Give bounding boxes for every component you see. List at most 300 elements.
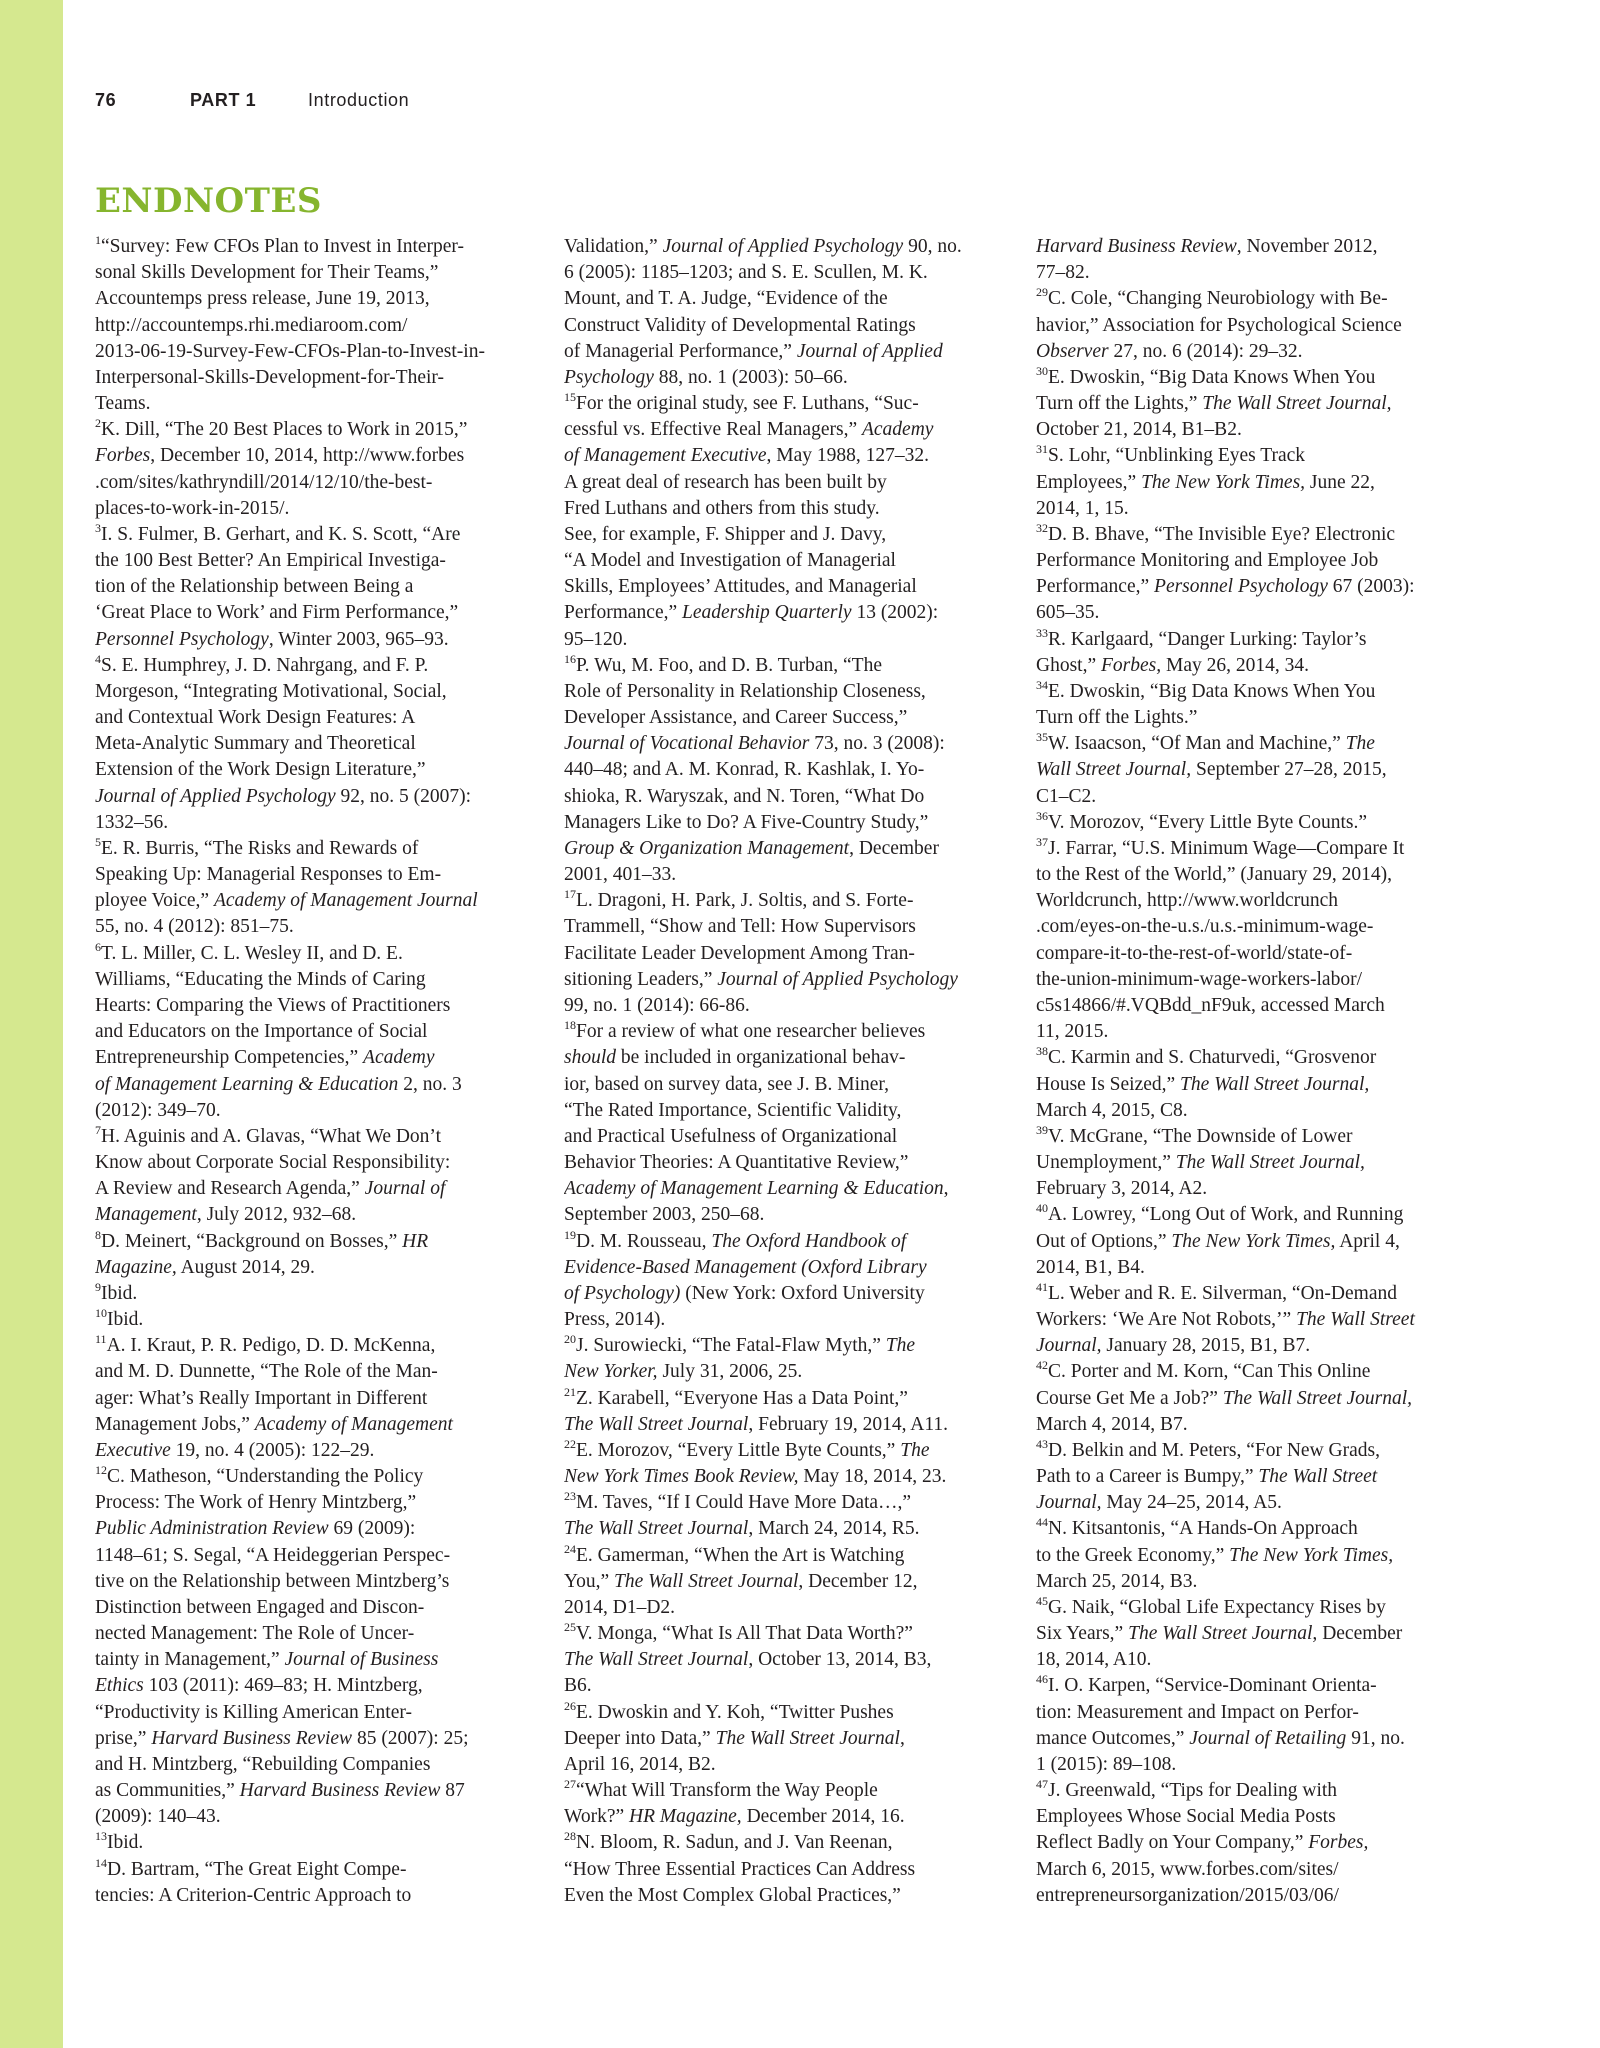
italic-title: should bbox=[564, 1047, 617, 1069]
endnote-line: nected Management: The Role of Uncer- bbox=[95, 1623, 415, 1645]
italic-title: The bbox=[1345, 733, 1375, 755]
italic-title: Forbes, bbox=[1101, 654, 1162, 676]
italic-title: Harvard Business Review bbox=[151, 1727, 353, 1749]
endnote-line bbox=[564, 1255, 996, 1281]
endnote-line: 6 (2005): 1185–1203; and S. E. Scullen, M. K. bbox=[564, 262, 928, 284]
italic-title: of Management Executive bbox=[564, 445, 767, 467]
endnote-line: Ethics 103 (2011): 469–83; H. Mintzberg, bbox=[95, 1675, 423, 1697]
italic-title: Journal of Vocational Behavior bbox=[564, 733, 810, 755]
endnote-line: and Educators on the Importance of Social bbox=[95, 1021, 428, 1043]
endnote-line: $^6$T. L. Miller, C. L. Wesley II, and D. E. bbox=[95, 940, 403, 964]
side-color-bar bbox=[0, 0, 63, 2048]
endnote-line: March 4, 2015, C8. bbox=[1036, 1099, 1188, 1121]
endnote-line: $^1$“Survey: Few CFOs Plan to Invest in Interper- bbox=[95, 234, 465, 257]
italic-title: New Yorker, bbox=[564, 1361, 658, 1383]
endnote-line: $^{12}$C. Matheson, “Understanding the Policy bbox=[95, 1464, 424, 1488]
endnote-line: March 25, 2014, B3. bbox=[1036, 1570, 1198, 1592]
endnote-line: $^{16}$P. Wu, M. Foo, and D. B. Turban, “The bbox=[564, 652, 883, 676]
endnote-line: Performance,” Leadership Quarterly 13 (2002): bbox=[564, 602, 939, 624]
endnote-line: $^{35}$W. Isaacson, “Of Man and Machine,” The bbox=[1036, 731, 1375, 755]
note-number: 34 bbox=[1036, 678, 1048, 692]
endnote-line: $^{44}$N. Kitsantonis, “A Hands-On Approach bbox=[1036, 1516, 1358, 1540]
endnote-line: Ghost,” Forbes, May 26, 2014, 34. bbox=[1036, 654, 1309, 676]
endnote-line: Know about Corporate Social Responsibility: bbox=[95, 1152, 451, 1174]
part-label: PART 1 bbox=[190, 90, 257, 110]
endnote-line: $^{30}$E. Dwoskin, “Big Data Knows When You bbox=[1036, 364, 1376, 388]
endnote-line: $^{13}$Ibid. bbox=[95, 1830, 144, 1854]
italic-title: Academy of Management bbox=[254, 1413, 453, 1435]
endnote-line: tainty in Management,” Journal of Business bbox=[95, 1649, 439, 1671]
note-number: 20 bbox=[564, 1333, 576, 1347]
endnote-line: Wall Street Journal, September 27–28, 2015, bbox=[1036, 759, 1387, 781]
endnote-line: Validation,” Journal of Applied Psychology 90, no. bbox=[564, 236, 962, 257]
endnote-line: tive on the Relationship between Mintzberg’s bbox=[95, 1570, 450, 1592]
endnote-line: $^5$E. R. Burris, “The Risks and Rewards of bbox=[95, 835, 419, 859]
endnote-line: $^3$I. S. Fulmer, B. Gerhart, and K. S. Scott, “Are bbox=[95, 521, 461, 545]
italic-title: Ethics bbox=[95, 1675, 144, 1697]
italic-title: The Oxford Handbook of bbox=[711, 1230, 907, 1252]
endnote-line: should be included in organizational behav- bbox=[564, 1047, 906, 1069]
note-number: 38 bbox=[1036, 1045, 1048, 1059]
endnote-line: havior,” Association for Psychological Science bbox=[1036, 314, 1402, 336]
endnote-line: $^{40}$A. Lowrey, “Long Out of Work, and Running bbox=[1036, 1202, 1404, 1226]
note-number: 7 bbox=[95, 1123, 101, 1137]
endnote-line: ior, based on survey data, see J. B. Miner, bbox=[564, 1073, 889, 1095]
endnotes-heading: ENDNOTES bbox=[95, 181, 322, 221]
endnote-line: Distinction between Engaged and Discon- bbox=[95, 1596, 425, 1618]
endnote-line: .com/sites/kathryndill/2014/12/10/the-best- bbox=[95, 471, 433, 493]
endnote-line: $^{15}$For the original study, see F. Luthans, “Suc- bbox=[564, 391, 919, 415]
note-number: 45 bbox=[1036, 1594, 1048, 1608]
endnote-line: Harvard Business Review, November 2012, bbox=[1036, 236, 1378, 257]
endnote-line: See, for example, F. Shipper and J. Davy, bbox=[564, 523, 887, 545]
italic-title: The Wall Street Journal bbox=[715, 1727, 900, 1749]
endnote-line: 2014, B1, B4. bbox=[1036, 1256, 1145, 1278]
endnote-line: Speaking Up: Managerial Responses to Em- bbox=[95, 864, 442, 886]
endnote-line: Course Get Me a Job?” The Wall Street Journal, bbox=[1036, 1387, 1413, 1409]
endnote-line: 2013-06-19-Survey-Few-CFOs-Plan-to-Invest-in- bbox=[95, 340, 485, 362]
endnote-line: c5s14866/#.VQBdd_nF9uk, accessed March bbox=[1036, 994, 1385, 1016]
italic-title: Wall Street Journal, bbox=[1036, 759, 1192, 781]
endnote-line: Journal of Vocational Behavior 73, no. 3 (2008): bbox=[564, 733, 945, 755]
note-number: 9 bbox=[95, 1280, 101, 1294]
endnote-line: $^{25}$V. Monga, “What Is All That Data Worth?” bbox=[564, 1621, 913, 1645]
endnote-line: Hearts: Comparing the Views of Practitioners bbox=[95, 994, 451, 1016]
endnote-line: to the Rest of the World,” (January 29, 2014), bbox=[1036, 864, 1393, 886]
endnote-line: 1148–61; S. Segal, “A Heideggerian Perspec- bbox=[95, 1544, 451, 1566]
endnote-line: sonal Skills Development for Their Teams,” bbox=[95, 262, 439, 284]
note-number: 46 bbox=[1036, 1673, 1048, 1687]
endnote-line: $^{29}$C. Cole, “Changing Neurobiology with Be- bbox=[1036, 286, 1388, 310]
endnote-line: Interpersonal-Skills-Development-for-Their- bbox=[95, 366, 445, 388]
endnote-line: compare-it-to-the-rest-of-world/state-of- bbox=[1036, 942, 1353, 964]
endnote-line: of Psychology) (New York: Oxford University bbox=[564, 1282, 925, 1304]
endnote-line: 18, 2014, A10. bbox=[1036, 1649, 1152, 1671]
note-number: 2 bbox=[95, 417, 101, 431]
endnote-line: (2009): 140–43. bbox=[95, 1806, 221, 1828]
endnote-line: Press, 2014). bbox=[564, 1309, 666, 1331]
endnote-line: Observer 27, no. 6 (2014): 29–32. bbox=[1036, 340, 1303, 362]
endnote-line: 55, no. 4 (2012): 851–75. bbox=[95, 916, 294, 938]
endnote-line: as Communities,” Harvard Business Review 87 bbox=[95, 1780, 465, 1802]
endnote-line: $^{39}$V. McGrane, “The Downside of Lower bbox=[1036, 1123, 1353, 1147]
endnote-line: $^4$S. E. Humphrey, J. D. Nahrgang, and F. P. bbox=[95, 652, 429, 676]
endnote-line: 11, 2015. bbox=[1036, 1021, 1109, 1043]
endnote-line: Academy of Management Learning & Education, bbox=[564, 1178, 949, 1200]
endnote-line: $^{27}$“What Will Transform the Way People bbox=[564, 1778, 878, 1802]
endnote-line: October 21, 2014, B1–B2. bbox=[1036, 419, 1242, 441]
note-number: 23 bbox=[564, 1490, 576, 1504]
endnote-line: Public Administration Review 69 (2009): bbox=[95, 1518, 416, 1540]
endnote-line: Entrepreneurship Competencies,” Academy bbox=[95, 1047, 435, 1069]
endnote-line: Process: The Work of Henry Mintzberg,” bbox=[95, 1492, 417, 1514]
note-number: 10 bbox=[95, 1307, 107, 1321]
endnote-line: Performance Monitoring and Employee Job bbox=[1036, 550, 1379, 572]
note-number: 36 bbox=[1036, 809, 1048, 823]
italic-title: Journal of Applied bbox=[796, 340, 943, 362]
endnotes-column-1 bbox=[95, 234, 520, 1909]
endnote-line: Path to a Career is Bumpy,” The Wall Street bbox=[1036, 1466, 1378, 1488]
italic-title: Journal, bbox=[1036, 1492, 1102, 1514]
italic-title: Journal of Applied Psychology bbox=[717, 968, 958, 990]
note-number: 18 bbox=[564, 1019, 576, 1033]
italic-title: Forbes, bbox=[1308, 1832, 1369, 1854]
note-number: 33 bbox=[1036, 626, 1048, 640]
note-number: 41 bbox=[1036, 1280, 1048, 1294]
italic-title: Psychology bbox=[564, 366, 654, 388]
endnote-line: Management, July 2012, 932–68. bbox=[95, 1204, 357, 1226]
endnote-line: Employees,” The New York Times, June 22, bbox=[1036, 471, 1375, 493]
endnote-line: $^{23}$M. Taves, “If I Could Have More Data…,” bbox=[564, 1490, 912, 1514]
endnote-line: The Wall Street Journal, February 19, 2014, A11. bbox=[564, 1413, 949, 1435]
note-number: 25 bbox=[564, 1621, 576, 1635]
italic-title: Academy bbox=[363, 1047, 435, 1069]
note-number: 27 bbox=[564, 1778, 576, 1792]
note-number: 44 bbox=[1036, 1516, 1048, 1530]
endnote-line: shioka, R. Waryszak, and N. Toren, “What Do bbox=[564, 785, 925, 807]
italic-title: The Wall Street Journal bbox=[564, 1413, 749, 1435]
italic-title: Observer bbox=[1036, 340, 1109, 362]
endnote-line: Employees Whose Social Media Posts bbox=[1036, 1806, 1336, 1828]
note-number: 40 bbox=[1036, 1202, 1048, 1216]
italic-title: Management bbox=[95, 1204, 197, 1226]
endnote-line: the-union-minimum-wage-workers-labor/ bbox=[1036, 968, 1362, 990]
endnote-line: Even the Most Complex Global Practices,” bbox=[564, 1884, 901, 1906]
endnote-line: $^{28}$N. Bloom, R. Sadun, and J. Van Reenan, bbox=[564, 1830, 893, 1854]
italic-title: of Management Learning & Education bbox=[95, 1073, 399, 1095]
endnote-line: Managers Like to Do? A Five-Country Study,” bbox=[564, 811, 929, 833]
note-number: 17 bbox=[564, 888, 576, 902]
endnote-line: 605–35. bbox=[1036, 602, 1100, 624]
endnote-line: House Is Seized,” The Wall Street Journal, bbox=[1036, 1073, 1370, 1095]
note-number: 43 bbox=[1036, 1437, 1048, 1451]
endnote-line: “Productivity is Killing American Enter- bbox=[95, 1701, 412, 1723]
note-number: 28 bbox=[564, 1830, 576, 1844]
endnote-line: 1332–56. bbox=[95, 811, 169, 833]
endnote-line: 1 (2015): 89–108. bbox=[1036, 1753, 1177, 1775]
endnote-line: “A Model and Investigation of Managerial bbox=[564, 550, 896, 572]
endnote-line: of Managerial Performance,” Journal of Applied bbox=[564, 340, 943, 362]
endnote-line: $^2$K. Dill, “The 20 Best Places to Work in 2015,” bbox=[95, 417, 468, 441]
endnote-line: $^9$Ibid. bbox=[95, 1280, 138, 1304]
italic-title: The New York Times, bbox=[1141, 471, 1306, 493]
endnote-line: Reflect Badly on Your Company,” Forbes, bbox=[1036, 1832, 1369, 1854]
italic-title: The Wall Street Journal bbox=[564, 1518, 749, 1540]
endnote-line: “How Three Essential Practices Can Address bbox=[564, 1858, 916, 1880]
endnote-line: $^{24}$E. Gamerman, “When the Art is Watching bbox=[564, 1542, 905, 1566]
endnote-line: $^{11}$A. I. Kraut, P. R. Pedigo, D. D. McKenna, bbox=[95, 1333, 436, 1357]
note-number: 15 bbox=[564, 391, 576, 405]
italic-title: Academy of Management Journal bbox=[213, 890, 478, 912]
italic-title: Executive bbox=[95, 1439, 171, 1461]
endnote-line: March 4, 2014, B7. bbox=[1036, 1413, 1188, 1435]
endnote-line: February 3, 2014, A2. bbox=[1036, 1178, 1208, 1200]
endnote-line: ployee Voice,” Academy of Management Journal bbox=[95, 890, 478, 912]
endnote-line: places-to-work-in-2015/. bbox=[95, 497, 290, 519]
chapter-title: Introduction bbox=[308, 90, 410, 110]
note-number: 21 bbox=[564, 1385, 576, 1399]
endnote-line: A great deal of research has been built by bbox=[564, 471, 887, 493]
endnote-line: (2012): 349–70. bbox=[95, 1099, 221, 1121]
note-number: 35 bbox=[1036, 731, 1048, 745]
note-number: 24 bbox=[564, 1542, 576, 1556]
endnote-line: $^{38}$C. Karmin and S. Chaturvedi, “Grosvenor bbox=[1036, 1045, 1377, 1069]
endnote-line: $^{43}$D. Belkin and M. Peters, “For New Grads, bbox=[1036, 1437, 1380, 1461]
endnote-line: Extension of the Work Design Literature,” bbox=[95, 759, 426, 781]
endnote-line: 2014, D1–D2. bbox=[564, 1596, 676, 1618]
endnote-line: New York Times Book Review, May 18, 2014, 23. bbox=[564, 1466, 947, 1488]
endnote-line: 95–120. bbox=[564, 628, 628, 650]
endnote-line: and Practical Usefulness of Organizational bbox=[564, 1125, 898, 1147]
note-number: 3 bbox=[95, 521, 101, 535]
note-number: 30 bbox=[1036, 364, 1048, 378]
italic-title: The Wall Street Journal bbox=[614, 1570, 799, 1592]
italic-title: Personnel Psychology bbox=[95, 628, 269, 650]
italic-title: Personnel Psychology bbox=[1154, 576, 1328, 598]
endnote-line: Group & Organization Management, December bbox=[564, 837, 939, 859]
endnote-line: You,” The Wall Street Journal, December 12, bbox=[564, 1570, 918, 1592]
note-number: 12 bbox=[95, 1464, 107, 1478]
endnote-line: Worldcrunch, http://www.worldcrunch bbox=[1036, 890, 1339, 912]
italic-title: Magazine, bbox=[95, 1256, 177, 1278]
endnote-line: Work?” HR Magazine, December 2014, 16. bbox=[564, 1806, 905, 1828]
endnote-line: Journal, May 24–25, 2014, A5. bbox=[1036, 1492, 1282, 1514]
endnote-line: Meta-Analytic Summary and Theoretical bbox=[95, 733, 416, 755]
endnote-line: of Management Learning & Education 2, no. 3 bbox=[95, 1073, 462, 1095]
endnote-line: March 6, 2015, www.forbes.com/sites/ bbox=[1036, 1858, 1339, 1880]
italic-title: Journal of bbox=[364, 1178, 446, 1200]
italic-title: of Psychology) bbox=[564, 1282, 681, 1304]
endnote-line: Six Years,” The Wall Street Journal, December bbox=[1036, 1623, 1403, 1645]
italic-title: The bbox=[885, 1335, 916, 1357]
endnote-line: Turn off the Lights,” The Wall Street Journal, bbox=[1036, 393, 1392, 415]
endnote-line: and Contextual Work Design Features: A bbox=[95, 707, 416, 729]
italic-title: Journal of Applied Psychology bbox=[95, 785, 336, 807]
note-number: 8 bbox=[95, 1228, 101, 1242]
endnote-line: $^{32}$D. B. Bhave, “The Invisible Eye? Electronic bbox=[1036, 521, 1396, 545]
endnote-line: Accountemps press release, June 19, 2013, bbox=[95, 288, 430, 310]
endnote-line: to the Greek Economy,” The New York Times, bbox=[1036, 1544, 1394, 1566]
endnote-line: $^8$D. Meinert, “Background on Bosses,” HR bbox=[95, 1228, 429, 1252]
note-number: 32 bbox=[1036, 521, 1048, 535]
endnote-line: 99, no. 1 (2014): 66-86. bbox=[564, 994, 750, 1016]
italic-title: Group & Organization Management bbox=[564, 837, 850, 859]
endnote-line: cessful vs. Effective Real Managers,” Academy bbox=[564, 419, 934, 441]
endnote-line: Forbes, December 10, 2014, http://www.forbes bbox=[95, 445, 465, 467]
endnote-line: C1–C2. bbox=[1036, 785, 1097, 807]
endnote-line: $^{14}$D. Bartram, “The Great Eight Compe- bbox=[95, 1856, 407, 1880]
italic-title: Forbes bbox=[95, 445, 151, 467]
endnote-line: Magazine, August 2014, 29. bbox=[95, 1256, 315, 1278]
endnote-line: 2014, 1, 15. bbox=[1036, 497, 1129, 519]
note-number: 29 bbox=[1036, 286, 1048, 300]
endnote-line: Role of Personality in Relationship Closeness, bbox=[564, 680, 926, 702]
endnote-line: entrepreneursorganization/2015/03/06/ bbox=[1036, 1884, 1339, 1906]
endnote-line: $^{42}$C. Porter and M. Korn, “Can This Online bbox=[1036, 1359, 1371, 1383]
note-number: 37 bbox=[1036, 835, 1048, 849]
endnote-line: $^{46}$I. O. Karpen, “Service-Dominant Orienta- bbox=[1036, 1673, 1377, 1697]
endnote-line: Executive 19, no. 4 (2005): 122–29. bbox=[95, 1439, 375, 1461]
endnote-line: $^{19}$D. M. Rousseau, The Oxford Handbook of bbox=[564, 1228, 907, 1252]
italic-title: The Wall Street bbox=[1296, 1309, 1415, 1331]
note-number: 39 bbox=[1036, 1123, 1048, 1137]
endnote-line: .com/eyes-on-the-u.s./u.s.-minimum-wage- bbox=[1036, 916, 1374, 938]
note-number: 22 bbox=[564, 1437, 576, 1451]
italic-title: The New York Times, bbox=[1171, 1230, 1336, 1252]
italic-title: Harvard Business Review bbox=[1036, 236, 1237, 257]
endnote-line: of Management Executive, May 1988, 127–32. bbox=[564, 445, 929, 467]
endnote-line: Developer Assistance, and Career Success,” bbox=[564, 707, 908, 729]
endnote-line: Management Jobs,” Academy of Management bbox=[95, 1413, 453, 1435]
endnote-line: http://accountemps.rhi.mediaroom.com/ bbox=[95, 314, 408, 336]
italic-title: The Wall Street Journal, bbox=[1128, 1623, 1318, 1645]
note-number: 6 bbox=[95, 940, 101, 954]
endnote-line: 440–48; and A. M. Konrad, R. Kashlak, I. Yo- bbox=[564, 759, 925, 781]
endnote-line: Morgeson, “Integrating Motivational, Social, bbox=[95, 680, 447, 702]
endnote-line: $^{26}$E. Dwoskin and Y. Koh, “Twitter Pushes bbox=[564, 1699, 894, 1723]
endnote-line: Journal, January 28, 2015, B1, B7. bbox=[1036, 1335, 1311, 1357]
note-number: 1 bbox=[95, 234, 101, 247]
italic-title: Leadership Quarterly bbox=[682, 602, 852, 624]
note-number: 42 bbox=[1036, 1359, 1048, 1373]
endnote-line: $^{34}$E. Dwoskin, “Big Data Knows When You bbox=[1036, 678, 1376, 702]
running-head bbox=[95, 90, 409, 114]
italic-title: New York Times Book Review, bbox=[564, 1466, 799, 1488]
endnote-line: Construct Validity of Developmental Ratings bbox=[564, 314, 916, 336]
note-number: 16 bbox=[564, 652, 576, 666]
endnote-line: $^{20}$J. Surowiecki, “The Fatal-Flaw Myth,” The bbox=[564, 1333, 916, 1357]
endnote-line: Trammell, “Show and Tell: How Supervisors bbox=[564, 916, 916, 938]
endnote-line: $^{18}$For a review of what one researcher believes bbox=[564, 1019, 926, 1043]
note-number: 4 bbox=[95, 652, 101, 666]
endnote-line: $^{10}$Ibid. bbox=[95, 1307, 144, 1331]
italic-title: Journal of Applied Psychology bbox=[662, 236, 904, 257]
note-number: 47 bbox=[1036, 1778, 1048, 1792]
endnote-line: New Yorker, July 31, 2006, 25. bbox=[564, 1361, 803, 1383]
endnotes-column-3 bbox=[1036, 234, 1466, 1909]
italic-title: The Wall Street Journal bbox=[564, 1649, 749, 1671]
italic-title: Journal of Business bbox=[284, 1649, 439, 1671]
endnote-line: $^{22}$E. Morozov, “Every Little Byte Counts,” The bbox=[564, 1437, 930, 1461]
endnote-line: $^{45}$G. Naik, “Global Life Expectancy Rises by bbox=[1036, 1594, 1386, 1618]
italic-title: The Wall Street Journal, bbox=[1175, 1152, 1365, 1174]
endnotes-column-2 bbox=[564, 234, 996, 1909]
endnote-line: Facilitate Leader Development Among Tran- bbox=[564, 942, 915, 964]
italic-title: The Wall Street Journal, bbox=[1202, 393, 1392, 415]
endnote-line: Turn off the Lights.” bbox=[1036, 707, 1198, 729]
italic-title: Academy of Management Learning & Education bbox=[564, 1178, 944, 1200]
endnote-line: Journal of Applied Psychology 92, no. 5 (2007): bbox=[95, 785, 472, 807]
endnote-line: B6. bbox=[564, 1675, 592, 1697]
endnote-line: April 16, 2014, B2. bbox=[564, 1753, 716, 1775]
endnote-line: $^{37}$J. Farrar, “U.S. Minimum Wage—Compare It bbox=[1036, 835, 1405, 859]
endnote-line: Psychology 88, no. 1 (2003): 50–66. bbox=[564, 366, 848, 388]
endnote-line: Personnel Psychology, Winter 2003, 965–93. bbox=[95, 628, 449, 650]
italic-title: Journal of Retailing bbox=[1189, 1727, 1347, 1749]
endnote-line: mance Outcomes,” Journal of Retailing 91, no. bbox=[1036, 1727, 1405, 1749]
endnote-line: A Review and Research Agenda,” Journal of bbox=[95, 1178, 446, 1200]
italic-title: HR Magazine, bbox=[629, 1806, 742, 1828]
endnote-line: Out of Options,” The New York Times, April 4, bbox=[1036, 1230, 1400, 1252]
endnote-line: ager: What’s Really Important in Different bbox=[95, 1387, 428, 1409]
endnote-line: Williams, “Educating the Minds of Caring bbox=[95, 968, 426, 990]
endnote-line: prise,” Harvard Business Review 85 (2007): 25; bbox=[95, 1727, 469, 1749]
endnote-line: ‘Great Place to Work’ and Firm Performance,” bbox=[95, 602, 459, 624]
note-number: 31 bbox=[1036, 443, 1048, 457]
endnote-line: $^{33}$R. Karlgaard, “Danger Lurking: Taylor’s bbox=[1036, 626, 1367, 650]
endnote-line: tencies: A Criterion-Centric Approach to bbox=[95, 1884, 412, 1906]
endnote-line: $^{21}$Z. Karabell, “Everyone Has a Data Point,” bbox=[564, 1385, 908, 1409]
italic-title: Evidence-Based Management (Oxford Library bbox=[564, 1256, 927, 1278]
endnote-line: Deeper into Data,” The Wall Street Journal, bbox=[564, 1727, 905, 1749]
italic-title: The Wall Street Journal, bbox=[1222, 1387, 1413, 1409]
italic-title: HR bbox=[402, 1230, 429, 1252]
endnote-line: $^{31}$S. Lohr, “Unblinking Eyes Track bbox=[1036, 443, 1306, 467]
endnote-line: Performance,” Personnel Psychology 67 (2003): bbox=[1036, 576, 1415, 598]
italic-title: The bbox=[900, 1439, 930, 1461]
note-number: 11 bbox=[95, 1333, 107, 1347]
endnote-line: and H. Mintzberg, “Rebuilding Companies bbox=[95, 1753, 431, 1775]
note-number: 19 bbox=[564, 1228, 576, 1242]
endnote-line: tion of the Relationship between Being a bbox=[95, 576, 414, 598]
italic-title: The Wall Street Journal, bbox=[1180, 1073, 1370, 1095]
note-number: 26 bbox=[564, 1699, 576, 1713]
endnote-line: sitioning Leaders,” Journal of Applied Psychology bbox=[564, 968, 958, 990]
italic-title: The New York Times, bbox=[1229, 1544, 1394, 1566]
note-number: 13 bbox=[95, 1830, 107, 1844]
endnote-line: and M. D. Dunnette, “The Role of the Man- bbox=[95, 1361, 438, 1383]
page-number: 76 bbox=[95, 90, 117, 110]
italic-title: Harvard Business Review bbox=[239, 1780, 441, 1802]
endnote-line: $^{36}$V. Morozov, “Every Little Byte Counts.” bbox=[1036, 809, 1367, 833]
italic-title: Academy bbox=[861, 419, 934, 441]
endnote-line: Mount, and T. A. Judge, “Evidence of the bbox=[564, 288, 888, 310]
endnote-line: “The Rated Importance, Scientific Validity, bbox=[564, 1099, 902, 1121]
endnote-line: The Wall Street Journal, October 13, 2014, B3, bbox=[564, 1649, 932, 1671]
italic-title: The Wall Street bbox=[1258, 1466, 1378, 1488]
endnote-line: Behavior Theories: A Quantitative Review,” bbox=[564, 1152, 909, 1174]
endnote-line: 77–82. bbox=[1036, 262, 1090, 284]
endnote-line: Skills, Employees’ Attitudes, and Managerial bbox=[564, 576, 917, 598]
italic-title: Journal, bbox=[1036, 1335, 1102, 1357]
endnote-line: $^{47}$J. Greenwald, “Tips for Dealing with bbox=[1036, 1778, 1338, 1802]
endnote-line: $^{17}$L. Dragoni, H. Park, J. Soltis, and S. Forte- bbox=[564, 888, 914, 912]
endnote-line: Workers: ‘We Are Not Robots,’” The Wall Street bbox=[1036, 1309, 1415, 1331]
endnote-line: The Wall Street Journal, March 24, 2014, R5. bbox=[564, 1518, 920, 1540]
endnote-line: Unemployment,” The Wall Street Journal, bbox=[1036, 1152, 1365, 1174]
note-number: 14 bbox=[95, 1856, 107, 1870]
italic-title: Public Administration Review bbox=[95, 1518, 329, 1540]
